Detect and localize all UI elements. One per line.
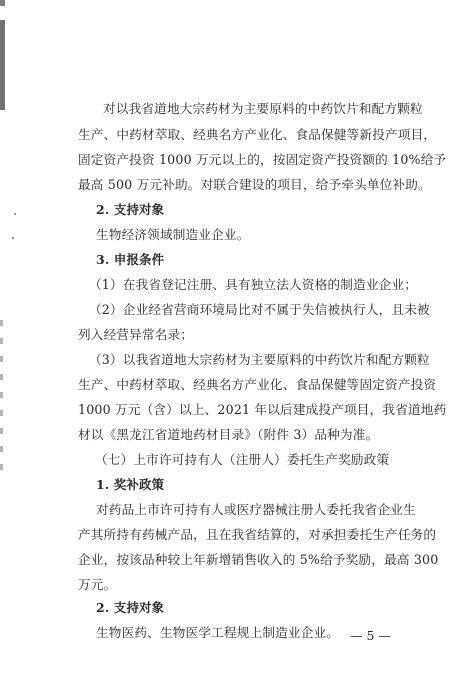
condition-item: 列入经营异常名录； bbox=[78, 327, 194, 342]
page-number: — 5 — bbox=[350, 628, 391, 643]
scan-speck bbox=[12, 237, 14, 239]
scan-speck bbox=[14, 213, 16, 215]
paragraph-line: 产其所持有药械产品，且在我省结算的，对承担委托生产任务的 bbox=[78, 527, 437, 542]
heading-support-target: 2. 支持对象 bbox=[96, 600, 165, 615]
heading-reward-policy: 1. 奖补政策 bbox=[96, 477, 165, 492]
condition-item: 材以《黑龙江省道地药材目录》（附件 3）品种为准。 bbox=[78, 427, 379, 442]
paragraph-line: 对药品上市许可持有人或医疗器械注册人委托我省企业生 bbox=[96, 502, 416, 517]
paragraph-line: 企业，按该品种较上年新增销售收入的 5%给予奖励，最高 300 bbox=[78, 552, 439, 567]
scan-edge-mark-lower bbox=[0, 320, 3, 480]
condition-item: （3）以我省道地大宗药材为主要原料的中药饮片和配方颗粒 bbox=[89, 352, 430, 367]
paragraph-line: 最高 500 万元补助。对联合建设的项目，给予牵头单位补助。 bbox=[78, 177, 431, 192]
section-heading: （七）上市许可持有人（注册人）委托生产奖励政策 bbox=[95, 452, 390, 467]
paragraph-line: 生物医药、生物医学工程规上制造业企业。 bbox=[96, 625, 340, 640]
paragraph-line: 万元。 bbox=[78, 577, 117, 592]
paragraph-line: 对以我省道地大宗药材为主要原料的中药饮片和配方颗粒 bbox=[103, 101, 423, 116]
condition-item: 1000 万元（含）以上、2021 年以后建成投产项目，我省道地药 bbox=[78, 402, 447, 417]
paragraph-line: 生物经济领域制造业企业。 bbox=[96, 227, 250, 242]
condition-item: 生产、中药材萃取、经典名方产业化、食品保健等固定资产投资 bbox=[78, 377, 437, 392]
heading-application-conditions: 3. 申报条件 bbox=[96, 252, 165, 267]
scan-edge-mark bbox=[0, 0, 5, 200]
condition-item: （2）企业经省营商环境局比对不属于失信被执行人，且未被 bbox=[89, 302, 430, 317]
paragraph-line: 固定资产投资 1000 万元以上的，按固定资产投资额的 10%给予 bbox=[78, 152, 447, 167]
heading-support-target: 2. 支持对象 bbox=[96, 202, 165, 217]
condition-item: （1）在我省登记注册、具有独立法人资格的制造业企业； bbox=[89, 277, 418, 292]
paragraph-line: 生产、中药材萃取、经典名方产业化、食品保健等新投产项目， bbox=[78, 127, 437, 142]
